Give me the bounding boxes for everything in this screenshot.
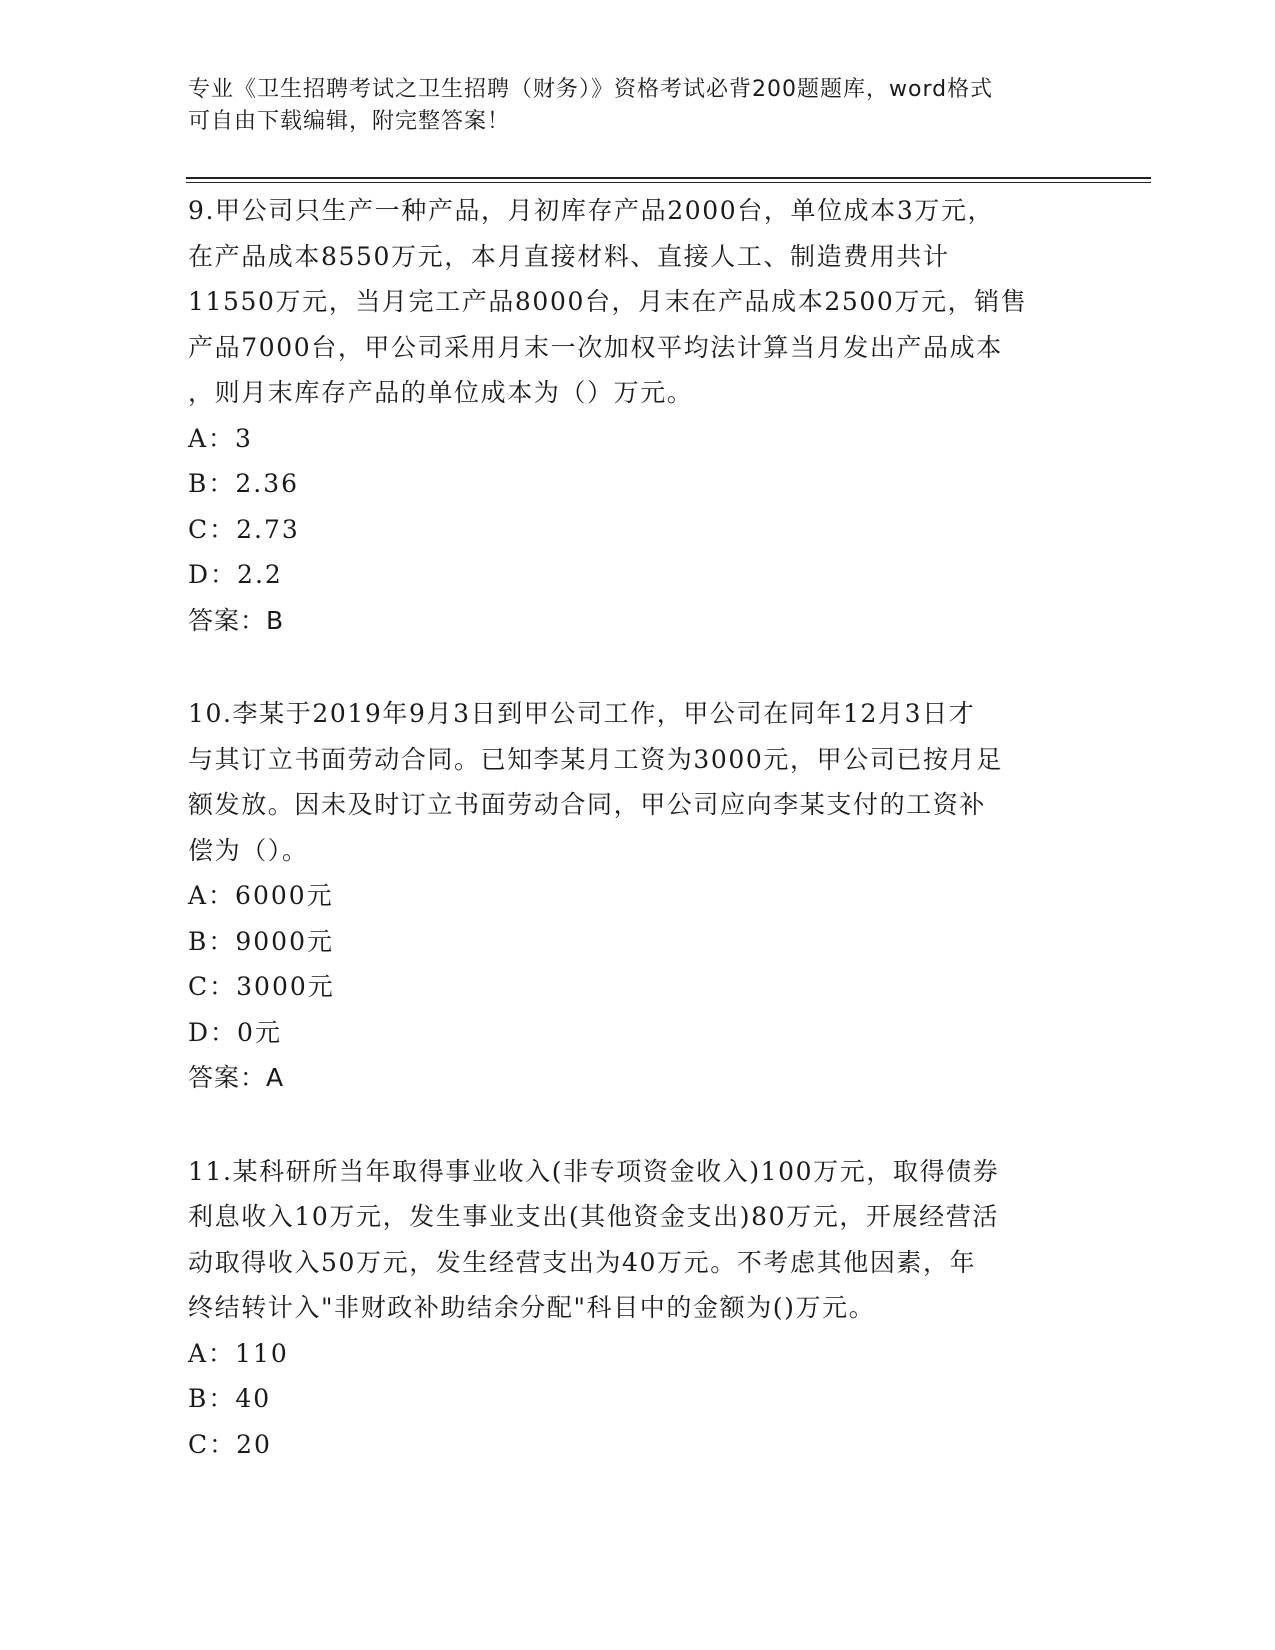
question-list: [188, 188, 1088, 1515]
stem-line: 9.甲公司只生产一种产品，月初库存产品2000台，单位成本3万元，: [188, 196, 995, 225]
question-stem: [188, 691, 1088, 873]
header-rule-thick: [186, 177, 1151, 179]
stem-line: 11550万元，当月完工产品8000台，月末在产品成本2500万元，销售: [188, 287, 1028, 316]
answer-label: 答案：B: [188, 605, 285, 635]
option-b: B：40: [188, 1384, 272, 1413]
option-b: B：9000元: [188, 926, 334, 956]
document-header: [188, 74, 1068, 138]
header-line-1: 专业《卫生招聘考试之卫生招聘（财务）》资格考试必背200题题库，word格式: [188, 77, 994, 102]
option-a: A：3: [188, 423, 253, 453]
stem-line: 偿为（）。: [188, 835, 309, 865]
question-11: [188, 1149, 1088, 1468]
stem-line: 10.李某于2019年9月3日到甲公司工作，甲公司在同年12月3日才: [188, 699, 976, 728]
header-rule-thin: [186, 182, 1151, 183]
option-d: D：0元: [188, 1017, 282, 1047]
stem-line: 利息收入10万元，发生事业支出(其他资金支出)80万元，开展经营活: [188, 1202, 999, 1231]
option-c: C：3000元: [188, 972, 335, 1001]
question-9: [188, 188, 1088, 643]
stem-line: 终结转计入"非财政补助结余分配"科目中的金额为()万元。: [188, 1293, 876, 1322]
stem-line: 11.某科研所当年取得事业收入(非专项资金收入)100万元，取得债券: [188, 1156, 1000, 1186]
option-b: B：2.36: [188, 469, 300, 498]
stem-line: 额发放。因未及时订立书面劳动合同，甲公司应向李某支付的工资补: [188, 790, 987, 819]
header-line-2: 可自由下载编辑，附完整答案！: [188, 109, 511, 134]
option-a: A：110: [188, 1338, 289, 1368]
stem-line: 与其订立书面劳动合同。已知李某月工资为3000元，甲公司已按月足: [188, 744, 1003, 774]
option-d: D：2.2: [188, 560, 283, 589]
option-c: C：2.73: [188, 514, 300, 544]
option-c: C：20: [188, 1429, 272, 1459]
question-stem: [188, 1149, 1088, 1331]
answer-label: 答案：A: [188, 1063, 285, 1092]
stem-line: 在产品成本8550万元，本月直接材料、直接人工、制造费用共计: [188, 241, 950, 271]
question-10: [188, 691, 1088, 1101]
question-stem: [188, 188, 1088, 416]
stem-line: 动取得收入50万元，发生经营支出为40万元。不考虑其他因素，年: [188, 1247, 977, 1277]
stem-line: ，则月末库存产品的单位成本为（）万元。: [188, 378, 694, 407]
option-a: A：6000元: [188, 881, 334, 910]
stem-line: 产品7000台，甲公司采用月末一次加权平均法计算当月发出产品成本: [188, 332, 1003, 362]
